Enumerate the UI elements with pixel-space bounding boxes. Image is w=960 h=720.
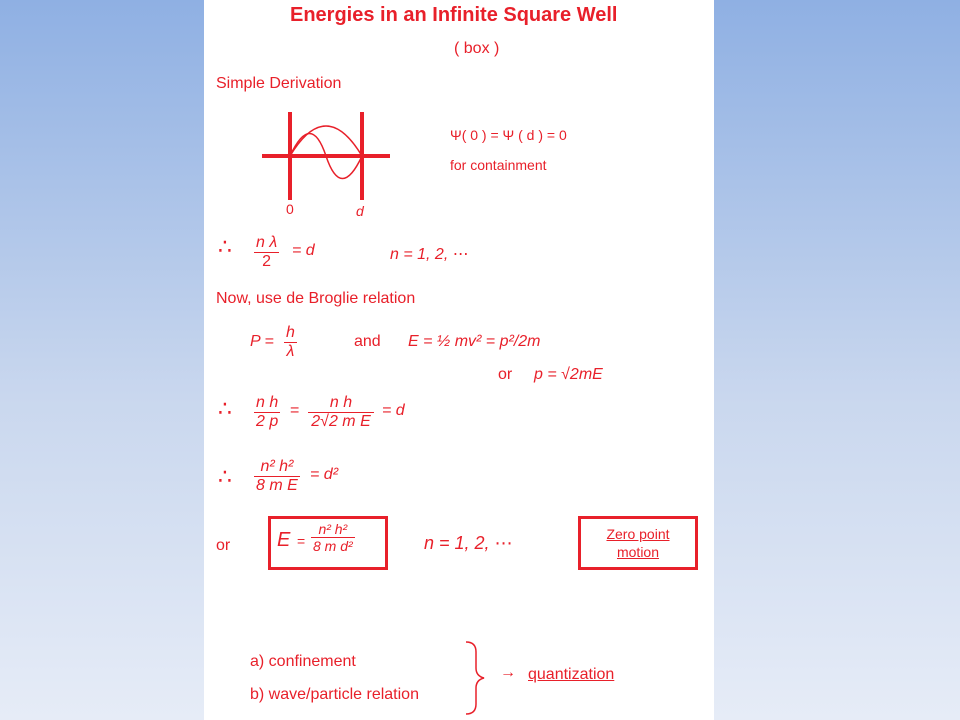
fraction-denominator: 8 m d² — [313, 538, 353, 554]
section-simple-derivation: Simple Derivation — [216, 75, 342, 92]
therefore-symbol: ∴ — [218, 464, 232, 489]
eq3-rhs: = d — [382, 402, 405, 419]
energy-equals: = — [297, 533, 306, 549]
fraction-nh-over-sqrt — [308, 394, 374, 431]
slide-sheet — [204, 0, 714, 720]
eq1-n-values: n = 1, 2, ⋯ — [390, 246, 469, 263]
summary-quantization: quantization — [528, 666, 615, 683]
summary-confinement: a) confinement — [250, 653, 356, 670]
fraction-denominator: λ — [284, 342, 297, 361]
energy-lhs: E — [277, 529, 291, 551]
eq3-equals: = — [290, 402, 300, 419]
fraction-numerator: n h — [329, 394, 353, 411]
label-d: d — [356, 203, 364, 219]
section-de-broglie: Now, use de Broglie relation — [216, 290, 416, 307]
boundary-condition: Ψ( 0 ) = Ψ ( d ) = 0 — [450, 127, 567, 143]
wave-n1 — [290, 126, 362, 156]
drawing-layer — [204, 0, 714, 720]
fraction-denominator: 2 p — [256, 413, 279, 430]
and-label: and — [354, 333, 381, 350]
page-subtitle: ( box ) — [454, 40, 500, 57]
fraction-n-lambda-over-2 — [254, 234, 279, 271]
arrow-icon: → — [500, 664, 516, 681]
therefore-symbol: ∴ — [218, 396, 232, 421]
result-n-values: n = 1, 2, ⋯ — [424, 533, 513, 553]
energy-result-box — [268, 516, 388, 570]
summary-wave-particle: b) wave/particle relation — [250, 686, 419, 703]
fraction-denominator: 2 — [254, 252, 279, 271]
fraction-numerator: h — [286, 324, 295, 341]
fraction-numerator: n λ — [256, 234, 278, 251]
summary-brace — [466, 642, 484, 714]
fraction-numerator: n² h² — [260, 458, 294, 475]
page-title: Energies in an Infinite Square Well — [290, 4, 618, 26]
fraction-numerator: n² h² — [318, 521, 348, 537]
energy-relation: E = ½ mv² = p²/2m — [408, 333, 541, 350]
fraction-h-over-lambda — [284, 324, 297, 361]
therefore-symbol: ∴ — [218, 234, 232, 259]
or-label: or — [498, 366, 513, 383]
fraction-denominator: 2√2 m E — [308, 412, 374, 431]
fraction-numerator: n h — [256, 394, 279, 411]
momentum-lhs: P = — [250, 333, 274, 350]
zero-point-label: Zero point motion — [606, 526, 670, 560]
fraction-n2h2-over-8mE — [254, 458, 300, 495]
zero-point-box — [578, 516, 698, 570]
or-label: or — [216, 537, 231, 554]
fraction-nh-over-2p — [254, 394, 280, 431]
momentum-sqrt: p = √2mE — [534, 366, 603, 383]
fraction-denominator: 8 m E — [256, 477, 298, 494]
label-zero: 0 — [286, 201, 294, 217]
fraction-n2h2-over-8md2 — [311, 521, 355, 554]
eq4-rhs: = d² — [310, 466, 339, 483]
eq1-rhs: = d — [292, 242, 315, 259]
for-containment: for containment — [450, 157, 547, 173]
